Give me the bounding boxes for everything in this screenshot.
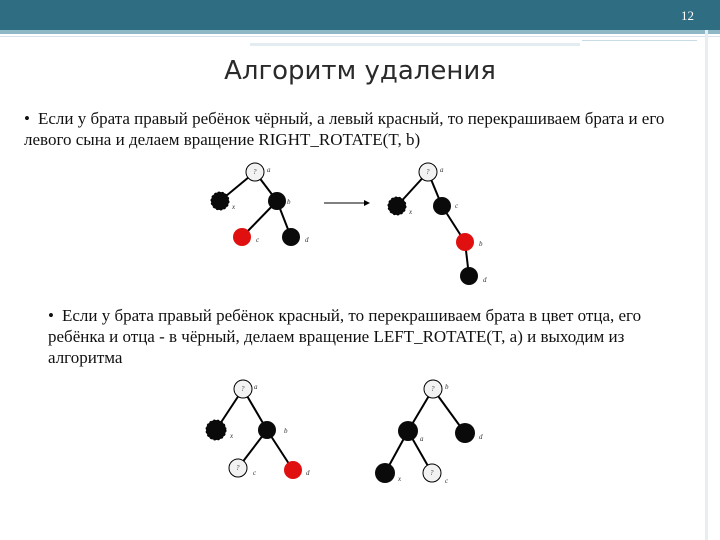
label-b: b — [445, 383, 449, 391]
label-b: b — [284, 427, 288, 435]
right-edge-decoration — [705, 30, 708, 540]
label-top-mark: ? — [253, 168, 257, 176]
label-a: a — [254, 383, 258, 391]
label-a: a — [440, 166, 444, 174]
label-b: b — [479, 240, 483, 248]
header-accent-stripe — [0, 30, 720, 34]
label-d: d — [483, 276, 487, 284]
case1-paragraph — [24, 108, 694, 150]
label-d: d — [305, 236, 309, 244]
rotation-arrow-1 — [322, 198, 372, 208]
header-divider — [0, 36, 720, 37]
diagram2-after — [368, 375, 498, 490]
label-c: c — [455, 202, 459, 210]
label-c-mark: ? — [430, 469, 434, 477]
label-x: x — [232, 203, 236, 211]
node-b — [258, 421, 276, 439]
label-a: a — [267, 166, 271, 174]
node-c — [233, 228, 251, 246]
label-c-mark: ? — [236, 464, 240, 472]
diagram2-before — [198, 375, 328, 490]
node-d — [284, 461, 302, 479]
label-x: x — [409, 208, 413, 216]
case2-bullet: • — [48, 306, 54, 325]
label-top-mark: ? — [241, 385, 245, 393]
label-x: x — [398, 475, 402, 483]
label-top-mark: ? — [431, 385, 435, 393]
header-bar — [0, 0, 720, 30]
node-d — [460, 267, 478, 285]
diagram1-after — [375, 160, 515, 290]
node-x — [388, 197, 406, 215]
label-c: c — [445, 477, 449, 485]
node-c — [433, 197, 451, 215]
case2-paragraph — [48, 305, 688, 368]
node-x — [375, 463, 395, 483]
label-c: c — [253, 469, 257, 477]
label-d: d — [306, 469, 310, 477]
diagram1-before — [190, 160, 330, 285]
case1-text: Если у брата правый ребёнок чёрный, а левый красный, то перекрашиваем брата и его левого сына и делаем вращение RIGHT_ROTATE(T, b) — [24, 109, 665, 149]
node-x — [211, 192, 229, 210]
label-x: x — [230, 432, 234, 440]
node-b — [268, 192, 286, 210]
node-x — [206, 420, 226, 440]
label-b: b — [287, 198, 291, 206]
slide-title: Алгоритм удаления — [224, 56, 496, 86]
case2-text: Если у брата правый ребёнок красный, то перекрашиваем брата в цвет отца, его ребёнка и отца - в чёрный, делаем вращение LEFT_ROTATE(T, a) и выходим из алгоритма — [48, 306, 642, 367]
title-rule-secondary — [582, 40, 697, 41]
label-a: a — [420, 435, 424, 443]
node-b — [456, 233, 474, 251]
page-number: 12 — [681, 8, 694, 23]
label-c: c — [256, 236, 260, 244]
node-d — [282, 228, 300, 246]
label-top-mark: ? — [426, 168, 430, 176]
case1-bullet: • — [24, 109, 30, 128]
label-d: d — [479, 433, 483, 441]
title-rule — [250, 43, 580, 46]
node-a — [398, 421, 418, 441]
node-d — [455, 423, 475, 443]
